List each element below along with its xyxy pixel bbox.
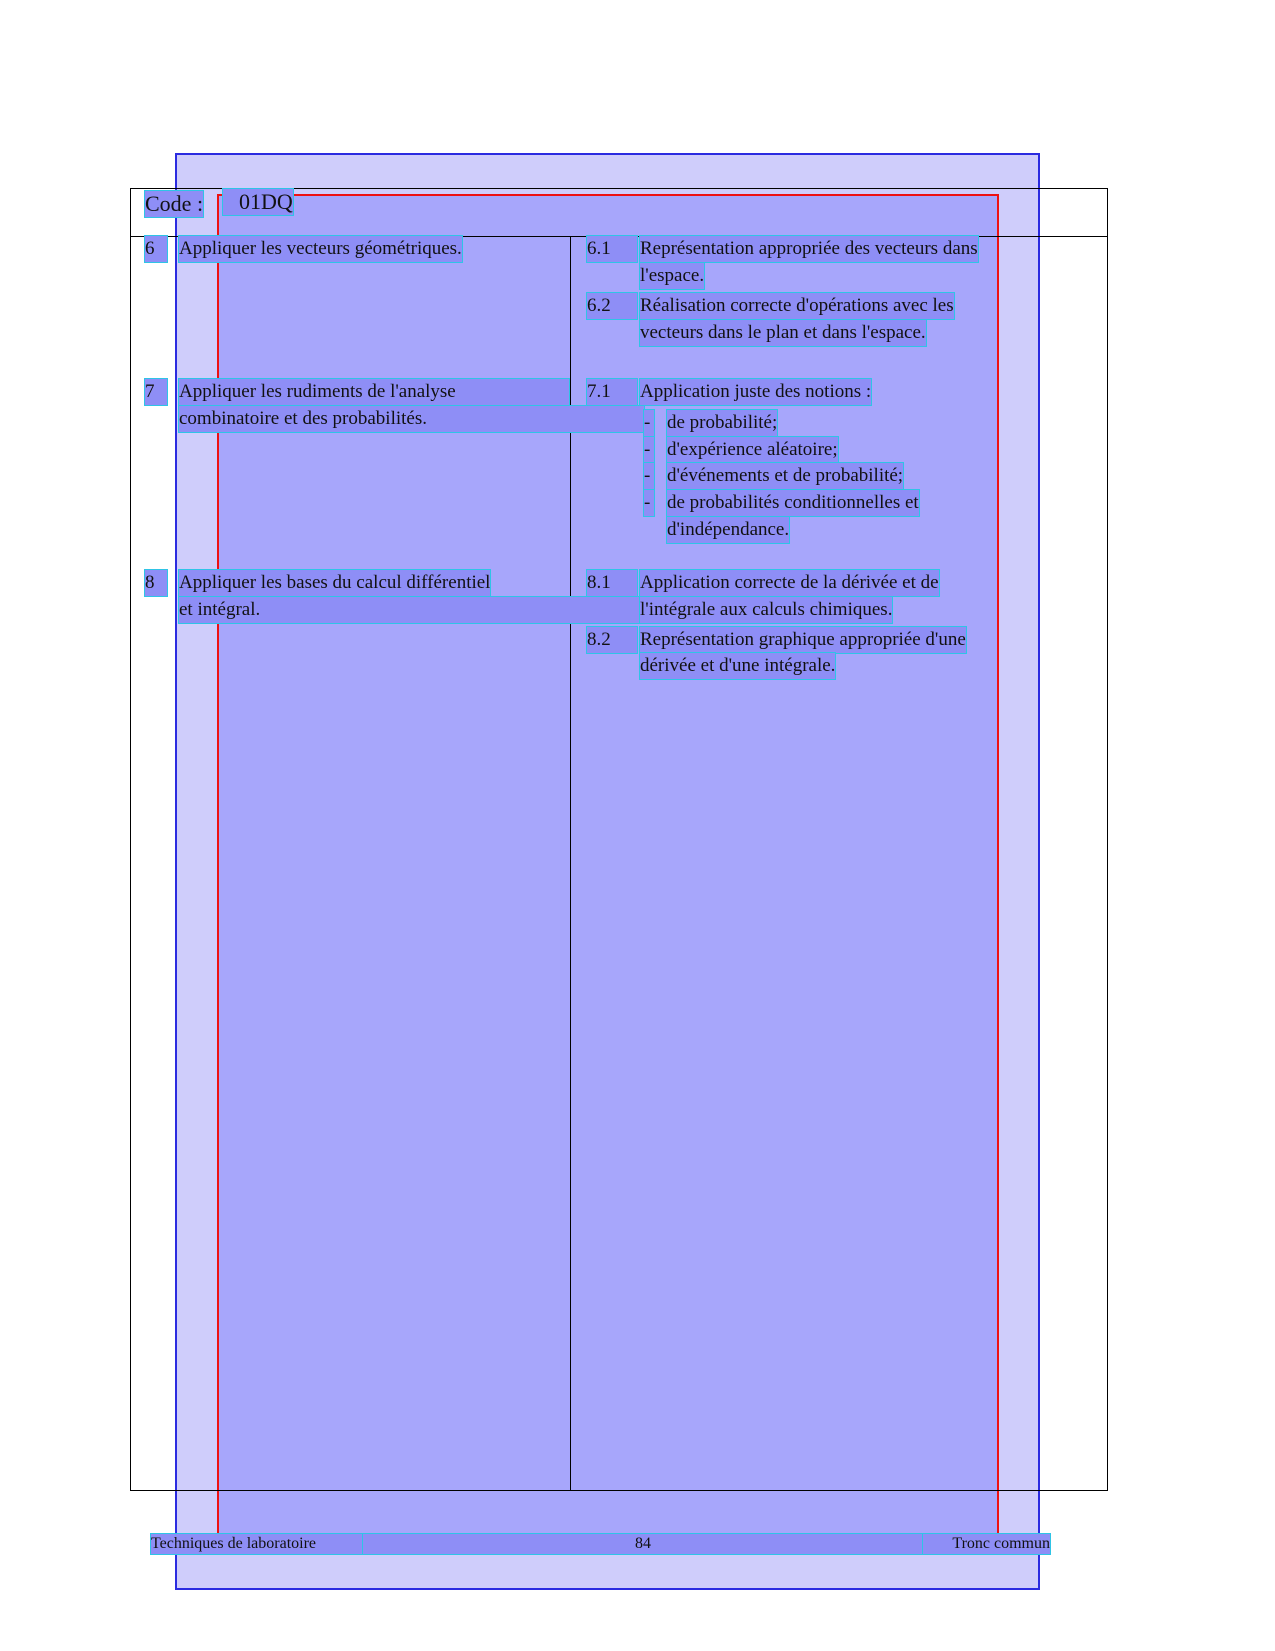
criterion-text: Représentation graphique appropriée d'une [640, 627, 966, 653]
criterion-number: 6.1 [587, 236, 637, 262]
criterion-number: 6.2 [587, 293, 637, 319]
criterion-text: Application correcte de la dérivée et de [640, 570, 939, 596]
bullet-text: de probabilités conditionnelles et [667, 490, 919, 516]
code-label: Code : [145, 191, 204, 216]
criterion-text: l'intégrale aux calculs chimiques. [640, 597, 892, 623]
objective-number: 7 [145, 379, 167, 405]
code-value: 01DQ [223, 189, 293, 215]
page-number: 84 [363, 1534, 923, 1554]
bullet-text: de probabilité; [667, 410, 777, 436]
criterion-text: dérivée et d'une intégrale. [640, 653, 835, 679]
criterion-text: Application juste des notions : [640, 379, 871, 405]
footer-right: Tronc commun [923, 1534, 1050, 1554]
criterion-text: Réalisation correcte d'opérations avec les [640, 293, 954, 319]
bullet-mark: - [644, 490, 654, 516]
objective-text: et intégral. [179, 597, 644, 623]
criterion-number: 8.1 [587, 570, 637, 596]
criterion-text: l'espace. [640, 263, 704, 289]
bullet-text: d'indépendance. [667, 517, 789, 543]
criterion-number: 8.2 [587, 627, 637, 653]
objective-number: 6 [145, 236, 167, 262]
criterion-number: 7.1 [587, 379, 637, 405]
footer-left: Techniques de laboratoire [151, 1534, 363, 1554]
bullet-mark: - [644, 410, 654, 436]
criterion-text: vecteurs dans le plan et dans l'espace. [640, 320, 926, 346]
objective-text: Appliquer les bases du calcul différentiel [179, 570, 490, 596]
objective-text: combinatoire et des probabilités. [179, 406, 644, 432]
bullet-text: d'événements et de probabilité; [667, 463, 903, 489]
bullet-mark: - [644, 463, 654, 489]
criterion-text: Représentation appropriée des vecteurs dans [640, 236, 978, 262]
objective-text: Appliquer les rudiments de l'analyse [179, 379, 569, 405]
objective-number: 8 [145, 570, 167, 596]
objective-text: Appliquer les vecteurs géométriques. [179, 236, 462, 262]
bullet-text: d'expérience aléatoire; [667, 437, 838, 463]
bullet-mark: - [644, 437, 654, 463]
